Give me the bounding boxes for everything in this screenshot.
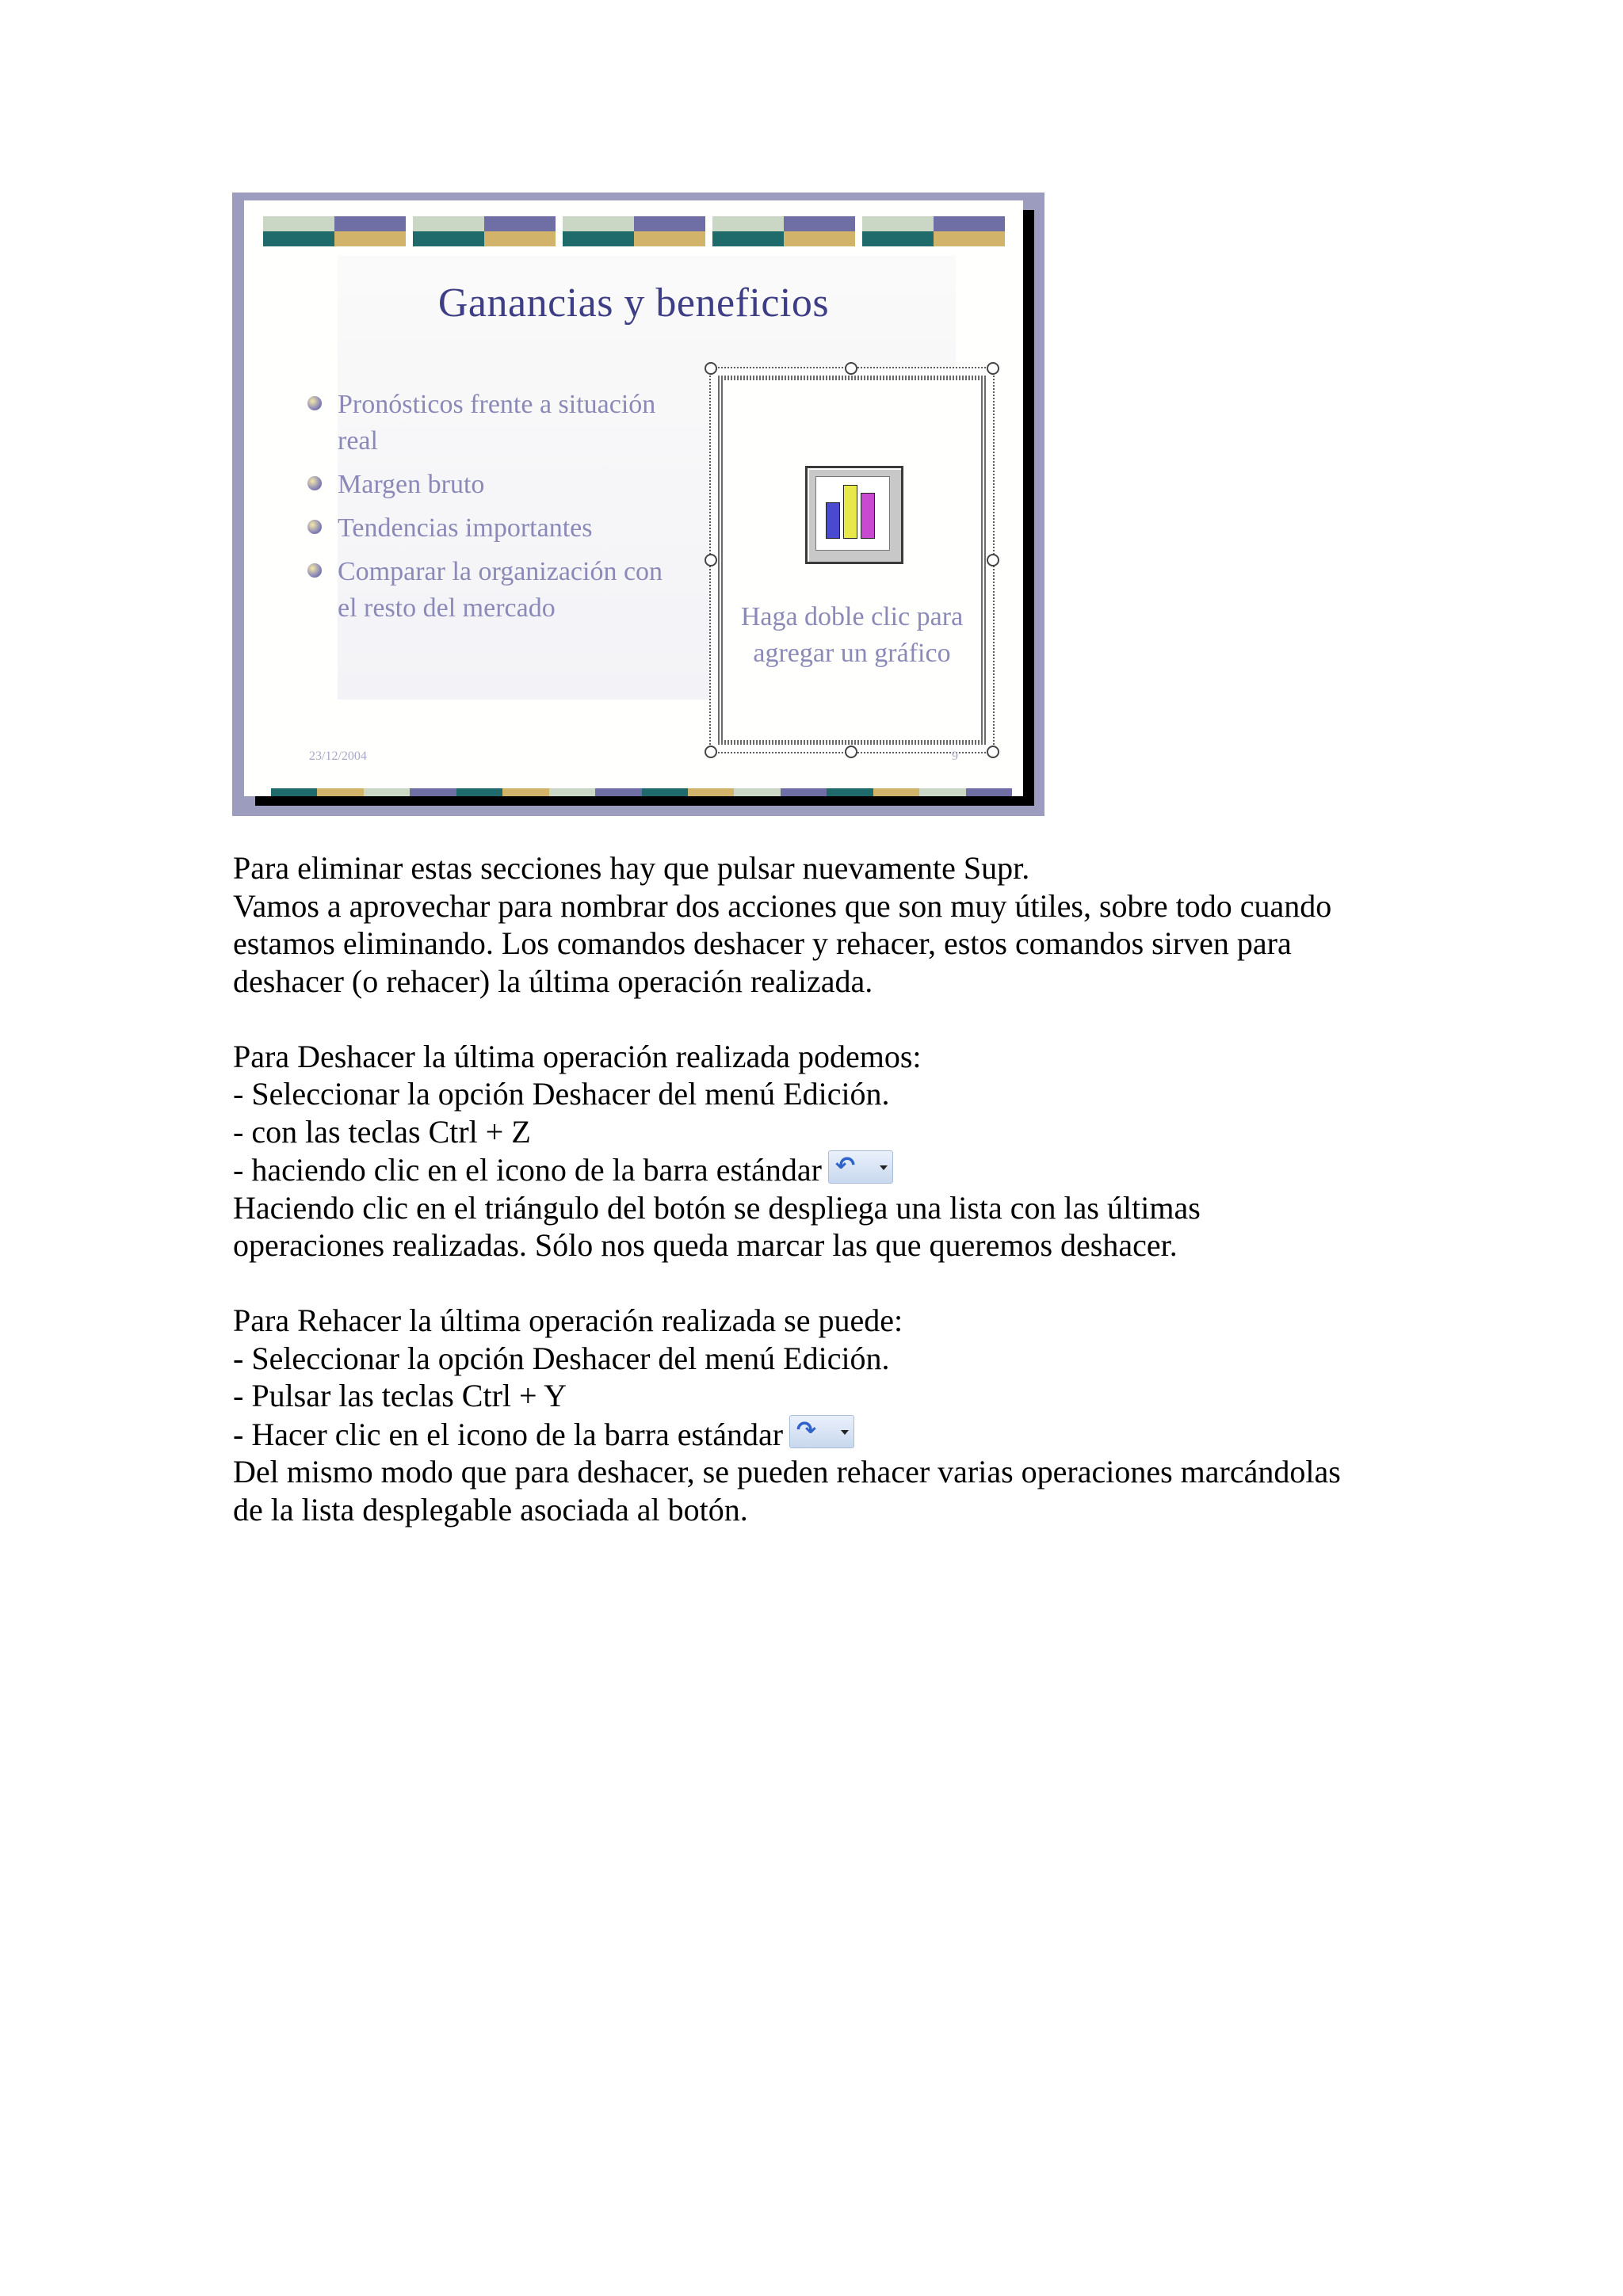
- decorative-block: [413, 216, 556, 246]
- paragraph: Para eliminar estas secciones hay que pulsar nuevamente Supr.: [233, 850, 1030, 886]
- bullet-item: [307, 387, 672, 460]
- slide-number: 9: [952, 749, 958, 763]
- paragraph: Vamos a aprovechar para nombrar dos acciones que son muy útiles, sobre todo cuando: [233, 887, 1332, 924]
- bullet-item: [307, 467, 672, 503]
- undo-button[interactable]: [828, 1150, 893, 1184]
- undo-line-text: - haciendo clic en el icono de la barra estándar: [233, 1152, 822, 1188]
- bullet-text: Pronósticos frente a situación real: [338, 390, 656, 456]
- paragraph: [233, 1150, 1422, 1189]
- bullet-icon: [307, 396, 322, 410]
- paragraph: Del mismo modo que para deshacer, se pueden rehacer varias operaciones marcándolas: [233, 1454, 1341, 1489]
- slide: [244, 200, 1023, 796]
- slide-screenshot: [232, 193, 1044, 816]
- bullet-text: Margen bruto: [338, 470, 485, 499]
- paragraph: estamos eliminando. Los comandos deshacer y rehacer, estos comandos sirven para: [233, 925, 1292, 961]
- paragraph: Para Deshacer la última operación realizada podemos:: [233, 1038, 922, 1074]
- chart-placeholder-body: [723, 380, 981, 740]
- decorative-block: [712, 216, 855, 246]
- body-text: [233, 849, 1422, 1528]
- chart-placeholder[interactable]: [711, 368, 993, 752]
- chart-icon-bar: [861, 493, 875, 539]
- paragraph: - Seleccionar la opción Deshacer del menú Edición.: [233, 1076, 890, 1112]
- bullet-item: [307, 510, 672, 547]
- chart-placeholder-text: Haga doble clic para agregar un gráfico: [740, 602, 964, 668]
- decorative-bottom-band: [271, 788, 1012, 796]
- paragraph: - Seleccionar la opción Deshacer del menú Edición.: [233, 1340, 890, 1376]
- paragraph: Haciendo clic en el triángulo del botón se despliega una lista con las últimas: [233, 1189, 1201, 1226]
- decorative-top-band: [263, 216, 1005, 246]
- bullet-icon: [307, 563, 322, 578]
- chart-icon-bar: [843, 485, 857, 539]
- resize-handle[interactable]: [845, 362, 857, 375]
- dropdown-arrow-icon[interactable]: [841, 1430, 849, 1435]
- decorative-block: [263, 216, 406, 246]
- dropdown-arrow-icon[interactable]: [880, 1165, 888, 1170]
- decorative-block: [862, 216, 1005, 246]
- chart-icon-bar: [826, 502, 840, 539]
- redo-line-text: - Hacer clic en el icono de la barra estándar: [233, 1416, 784, 1452]
- paragraph: de la lista desplegable asociada al botón.: [233, 1491, 748, 1527]
- redo-button[interactable]: [789, 1415, 854, 1448]
- undo-icon: ↶: [834, 1152, 856, 1180]
- resize-handle[interactable]: [705, 746, 717, 758]
- slide-date: 23/12/2004: [309, 749, 367, 763]
- slide-title: Ganancias y beneficios: [437, 280, 830, 326]
- decorative-block: [563, 216, 705, 246]
- paragraph: Para Rehacer la última operación realizada se puede:: [233, 1302, 903, 1338]
- bullet-icon: [307, 520, 322, 534]
- resize-handle[interactable]: [705, 362, 717, 375]
- resize-handle[interactable]: [845, 746, 857, 758]
- redo-icon: ↷: [796, 1416, 817, 1444]
- resize-handle[interactable]: [987, 746, 999, 758]
- bullet-text: Comparar la organización con el resto del mercado: [338, 557, 663, 623]
- bullet-item: [307, 554, 672, 627]
- paragraph: - con las teclas Ctrl + Z: [233, 1113, 531, 1150]
- resize-handle[interactable]: [987, 554, 999, 566]
- bullet-text: Tendencias importantes: [338, 513, 593, 543]
- resize-handle[interactable]: [705, 554, 717, 566]
- paragraph: [233, 1415, 1422, 1454]
- paragraph: operaciones realizadas. Sólo nos queda marcar las que queremos deshacer.: [233, 1227, 1178, 1263]
- bullet-list: [307, 387, 672, 634]
- resize-handle[interactable]: [987, 362, 999, 375]
- paragraph: - Pulsar las teclas Ctrl + Y: [233, 1378, 567, 1413]
- paragraph: deshacer (o rehacer) la última operación realizada.: [233, 963, 873, 999]
- bullet-icon: [307, 476, 322, 490]
- chart-icon[interactable]: [805, 466, 903, 564]
